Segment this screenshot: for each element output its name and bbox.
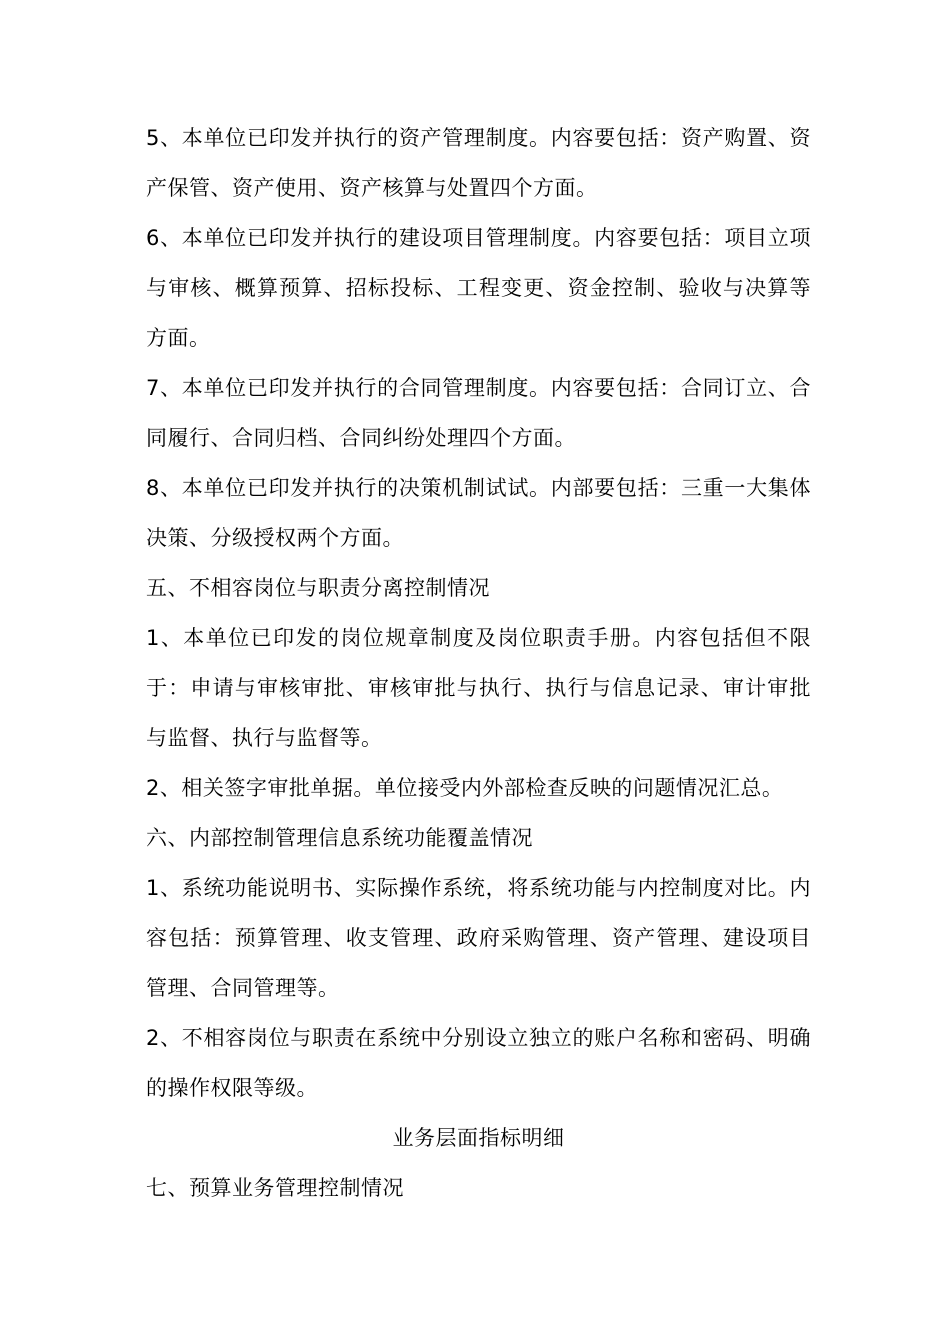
paragraph-system-functions: 1、系统功能说明书、实际操作系统，将系统功能与内控制度对比。内容包括：预算管理、收支管理、政府采购管理、资产管理、建设项目管理、合同管理等。	[146, 876, 811, 1000]
paragraph-system-accounts: 2、不相容岗位与职责在系统中分别设立独立的账户名称和密码、明确的操作权限等级。	[146, 1026, 811, 1100]
paragraph-asset-management: 5、本单位已印发并执行的资产管理制度。内容要包括：资产购置、资产保管、资产使用、资产核算与处置四个方面。	[146, 126, 811, 200]
paragraph-decision-mechanism: 8、本单位已印发并执行的决策机制试试。内部要包括：三重一大集体决策、分级授权两个方面。	[146, 476, 811, 550]
paragraph-contract-management: 7、本单位已印发并执行的合同管理制度。内容要包括：合同订立、合同履行、合同归档、合同纠纷处理四个方面。	[146, 376, 811, 450]
heading-section-5: 五、不相容岗位与职责分离控制情况	[146, 576, 490, 600]
heading-section-7: 七、预算业务管理控制情况	[146, 1176, 404, 1200]
section-title: 业务层面指标明细	[392, 1126, 565, 1150]
paragraph-post-rules: 1、本单位已印发的岗位规章制度及岗位职责手册。内容包括但不限于：申请与审核审批、审核审批与执行、执行与信息记录、审计审批与监督、执行与监督等。	[146, 626, 811, 750]
heading-section-6: 六、内部控制管理信息系统功能覆盖情况	[146, 826, 533, 850]
document-body	[146, 113, 811, 1213]
paragraph-approval-documents: 2、相关签字审批单据。单位接受内外部检查反映的问题情况汇总。	[146, 776, 784, 800]
paragraph-construction-project: 6、本单位已印发并执行的建设项目管理制度。内容要包括：项目立项与审核、概算预算、招标投标、工程变更、资金控制、验收与决算等方面。	[146, 226, 811, 350]
